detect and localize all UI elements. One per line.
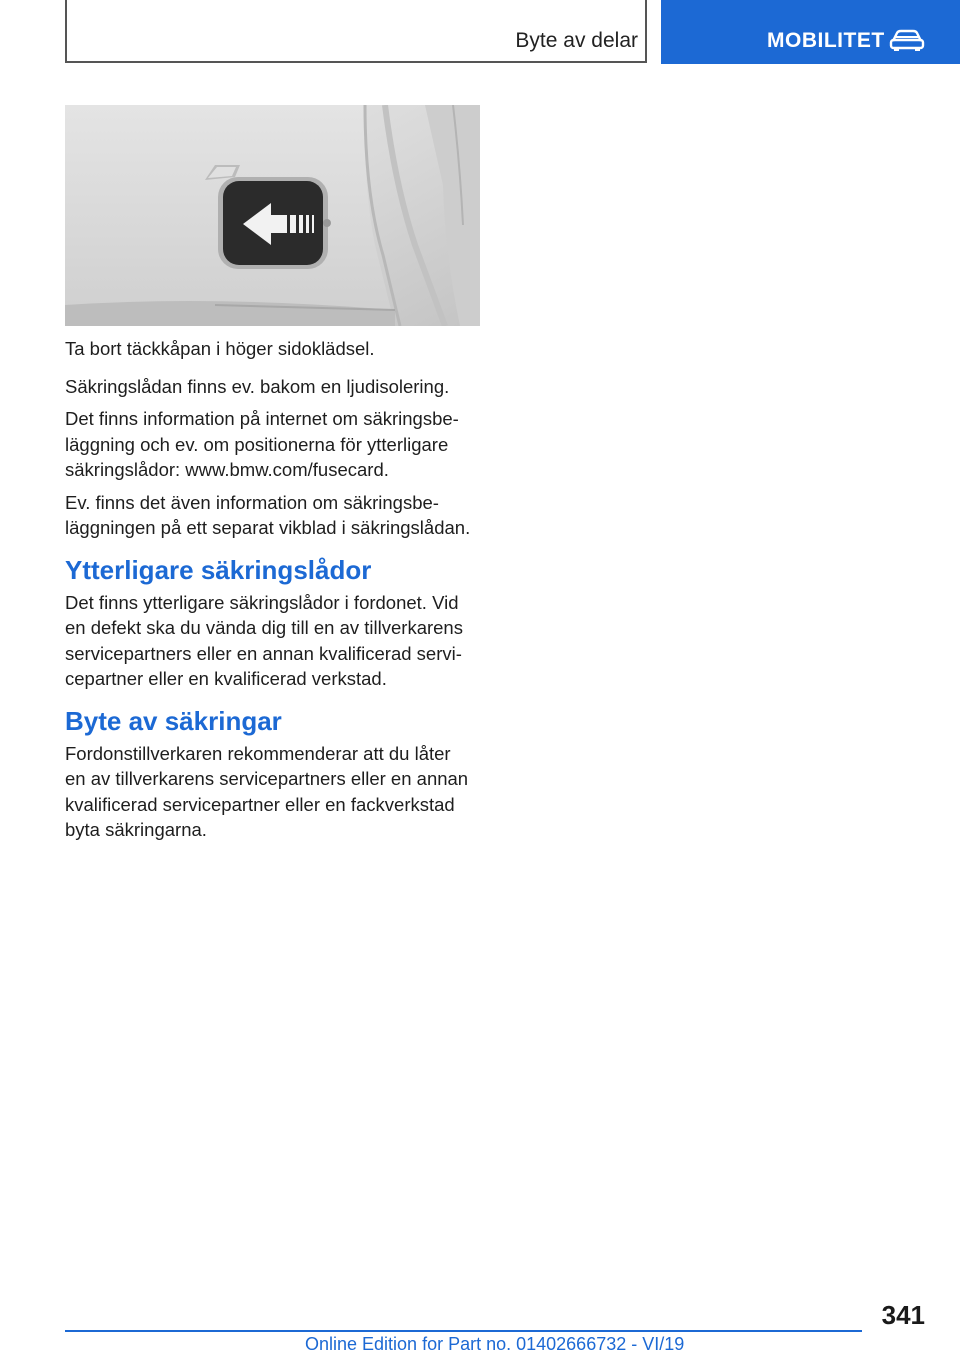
text-line: en av tillverkarens servicepartners eller en annan [65,768,469,789]
text-line: läggning och ev. om positionerna för ytterligare [65,433,449,455]
paragraph-remove-cover: Ta bort täckkåpan i höger sidoklädsel. [65,338,375,359]
text-line: Ev. finns det även information om säkringsbe‐ [65,491,439,513]
page-number: 341 [881,1300,925,1330]
paragraph-internet-info [65,406,485,483]
heading-replace-fuses: Byte av säkringar [65,705,282,736]
section-title: Byte av delar [515,29,638,52]
chapter-tab[interactable] [661,0,960,64]
chapter-tab-label: MOBILITET [767,29,885,52]
paragraph-replace-fuses [65,741,485,843]
text-line: läggningen på ett separat vikblad i säkringslådan. [65,517,471,538]
heading-additional-fuseboxes: Ytterligare säkringslådor [65,554,372,585]
paragraph-additional-fuseboxes [65,590,485,692]
footer-edition-link[interactable]: Online Edition for Part no. 01402666732 - VI/19 [305,1334,685,1354]
text-line: byta säkringarna. [65,819,207,840]
page-content [65,336,485,850]
paragraph-fusebox-location: Säkringslådan finns ev. bakom en ljudisolering. [65,375,450,397]
text-line: Fordonstillverkaren rekommenderar att du låter [65,742,451,764]
text-line: Det finns information på internet om säkringsbe‐ [65,408,459,429]
text-line: cepartner eller en kvalificerad verkstad. [65,668,387,689]
text-line: säkringslådor: www.bmw.com/fusecard. [65,459,389,480]
trunk-side-panel-photo [65,105,480,326]
text-line: kvalificerad servicepartner eller en fackverkstad [65,793,455,815]
car-icon [889,27,925,58]
footer-divider [65,1330,862,1332]
text-line: Det finns ytterligare säkringslådor i fordonet. Vid [65,591,459,613]
text-line: en defekt ska du vända dig till en av tillverkarens [65,617,463,638]
paragraph-separate-leaflet [65,490,485,541]
text-line: servicepartners eller en annan kvalificerad servi‐ [65,642,462,664]
